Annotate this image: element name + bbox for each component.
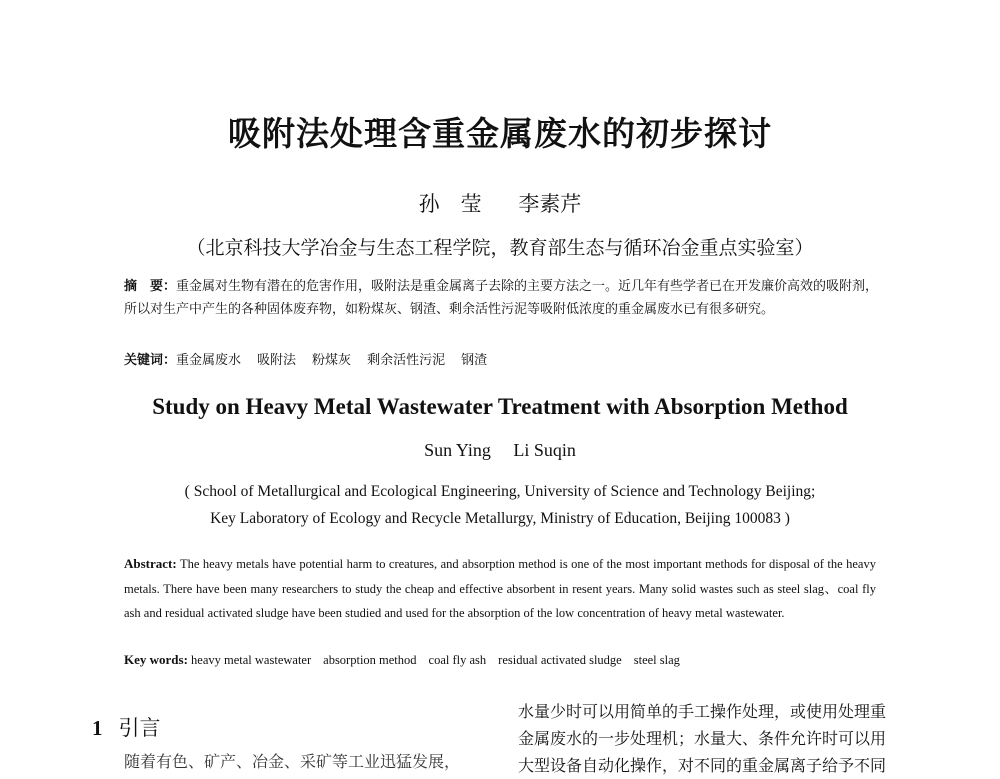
left-column-text: 随着有色、矿产、冶金、采矿等工业迅猛发展， [124,752,461,771]
keyword-en: residual activated sludge [498,653,622,667]
english-affiliation [0,478,1000,532]
body-line: 水量少时可以用简单的手工操作处理，或使用处理重 [518,702,887,721]
chinese-title: 吸附法处理含重金属废水的初步探讨 [228,114,772,153]
affiliation-line: Key Laboratory of Ecology and Recycle Metallurgy, Ministry of Education, Beijing 100083 ) [210,510,790,527]
author-1-cn: 孙 莹 [418,192,482,216]
author-1-en: Sun Ying [424,440,491,460]
body-line: 金属废水的一步处理机；水量大、条件允许时可以用 [518,729,887,748]
keyword-en: coal fly ash [428,653,487,667]
keyword-cn: 重金属废水 [176,353,242,368]
section-heading-introduction [92,712,161,742]
keywords-label-cn: 关键词： [124,353,177,368]
keyword-cn: 钢渣 [461,353,488,368]
english-title: Study on Heavy Metal Wastewater Treatment with Absorption Method [152,394,848,419]
right-column-text [518,698,918,779]
author-2-cn: 李素芹 [518,192,582,216]
body-line: 大型设备自动化操作，对不同的重金属离子给予不同 [518,756,887,775]
keyword-cn: 吸附法 [257,353,297,368]
abstract-label-en: Abstract: [124,556,177,571]
keyword-cn: 粉煤灰 [312,353,352,368]
affiliation-line: ( School of Metallurgical and Ecological Engineering, University of Science and Technology Beijing; [184,483,816,500]
abstract-text-cn: 重金属对生物有潜在的危害作用，吸附法是重金属离子去除的主要方法之一。近几年有些学者已在开发廉价高效的吸附剂，所以对生产中产生的各种固体废弃物，如粉煤灰、钢渣、剩余活性污泥等吸附低浓度的重金属废水已有很多研究。 [124,279,879,317]
section-number: 1 [92,716,103,740]
keyword-en: heavy metal wastewater [191,653,312,667]
abstract-label-cn: 摘 要： [124,279,177,294]
chinese-abstract [124,275,884,321]
author-2-en: Li Suqin [513,440,576,460]
english-authors [0,440,1000,461]
keyword-cn: 剩余活性污泥 [367,353,446,368]
keywords-label-en: Key words: [124,652,188,667]
keyword-en: absorption method [323,653,417,667]
abstract-text-en: The heavy metals have potential harm to creatures, and absorption method is one of the most important methods for disposal of the heavy metals. There have been many researchers to study the cheap and effective absorbent in resent years. Many solid wastes such as steel slag、coal fly ash and residual activated sludge have been studied and used for the absorption of the low concentration of heavy metal wastewater. [124,557,876,620]
english-abstract [124,552,876,626]
english-keywords [124,650,876,670]
section-title: 引言 [118,716,161,740]
keyword-en: steel slag [633,653,680,667]
chinese-affiliation: （北京科技大学冶金与生态工程学院，教育部生态与循环冶金重点实验室） [186,237,814,259]
chinese-keywords [124,349,884,372]
chinese-authors [0,188,1000,218]
